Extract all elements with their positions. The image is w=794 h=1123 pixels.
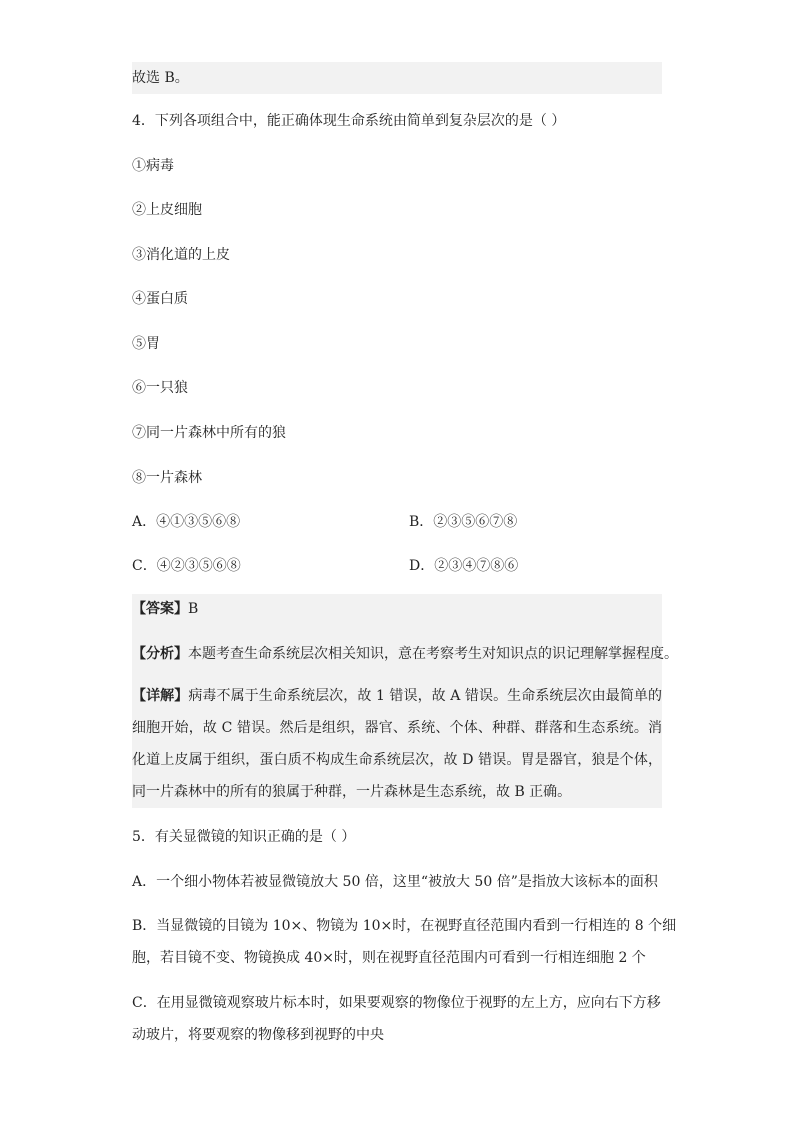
answer-value: B <box>188 601 199 617</box>
q4-options-row-2 <box>132 555 662 577</box>
detail-text: 病毒不属于生命系统层次，故 1 错误，故 A 错误。生命系统层次由最简单的细胞开始，故 C 错误。然后是组织，器官、系统、个体、种群、群落和生态系统。消化道上皮属于组织，蛋白质不构成生命系统层次，故 D 错误。胃是器官，狼是个体，同一片森林中的所有的狼属于种群，一片森林是生态系统，故 B 正确。 <box>132 688 662 800</box>
detail-paragraph <box>132 680 662 808</box>
answer-line <box>132 598 198 620</box>
q5-option-c-line-1: C．在用显微镜观察玻片标本时，如果要观察的物像位于视野的左上方，应向右下方移 <box>132 995 661 1011</box>
q4-item-3: ③消化道的上皮 <box>132 247 230 263</box>
q5-option-b-line-1: B．当显微镜的目镜为 10×、物镜为 10×时，在视野直径范围内看到一行相连的 8 个细 <box>132 918 677 934</box>
q4-option-b: B．②③⑤⑥⑦⑧ <box>409 514 518 530</box>
answer-tag: 【答案】 <box>132 601 188 617</box>
question-5-stem: 5．有关显微镜的知识正确的是（ ） <box>132 829 356 845</box>
q5-option-a: A．一个细小物体若被显微镜放大 50 倍，这里“被放大 50 倍”是指放大该标本的面积 <box>132 874 658 890</box>
q4-item-8: ⑧一片森林 <box>132 470 202 486</box>
analysis-text: 本题考查生命系统层次相关知识，意在考察考生对知识点的识记理解掌握程度。 <box>188 646 678 662</box>
q4-item-6: ⑥一只狼 <box>132 380 188 396</box>
q4-options-row-1 <box>132 511 662 533</box>
question-4-stem: 4．下列各项组合中，能正确体现生命系统由简单到复杂层次的是（ ） <box>132 113 566 129</box>
analysis-line <box>132 643 678 665</box>
detail-tag: 【详解】 <box>132 688 189 704</box>
q4-option-c: C．④②③⑤⑥⑧ <box>132 558 241 574</box>
q4-item-4: ④蛋白质 <box>132 291 188 307</box>
solution-block <box>132 594 678 808</box>
analysis-tag: 【分析】 <box>132 646 188 662</box>
q5-option-b-line-2: 胞，若目镜不变、物镜换成 40×时，则在视野直径范围内可看到一行相连细胞 2 个 <box>132 950 646 966</box>
previous-answer-text: 故选 B。 <box>132 70 189 86</box>
q4-option-d: D．②③④⑦⑧⑥ <box>409 558 519 574</box>
q4-item-7: ⑦同一片森林中所有的狼 <box>132 425 286 441</box>
q4-option-a: A．④①③⑤⑥⑧ <box>132 514 241 530</box>
q4-item-1: ①病毒 <box>132 158 174 174</box>
q4-item-2: ②上皮细胞 <box>132 202 202 218</box>
previous-answer-block <box>132 62 662 94</box>
q5-option-c-line-2: 动玻片，将要观察的物像移到视野的中央 <box>132 1027 384 1043</box>
q4-item-5: ⑤胃 <box>132 336 160 352</box>
